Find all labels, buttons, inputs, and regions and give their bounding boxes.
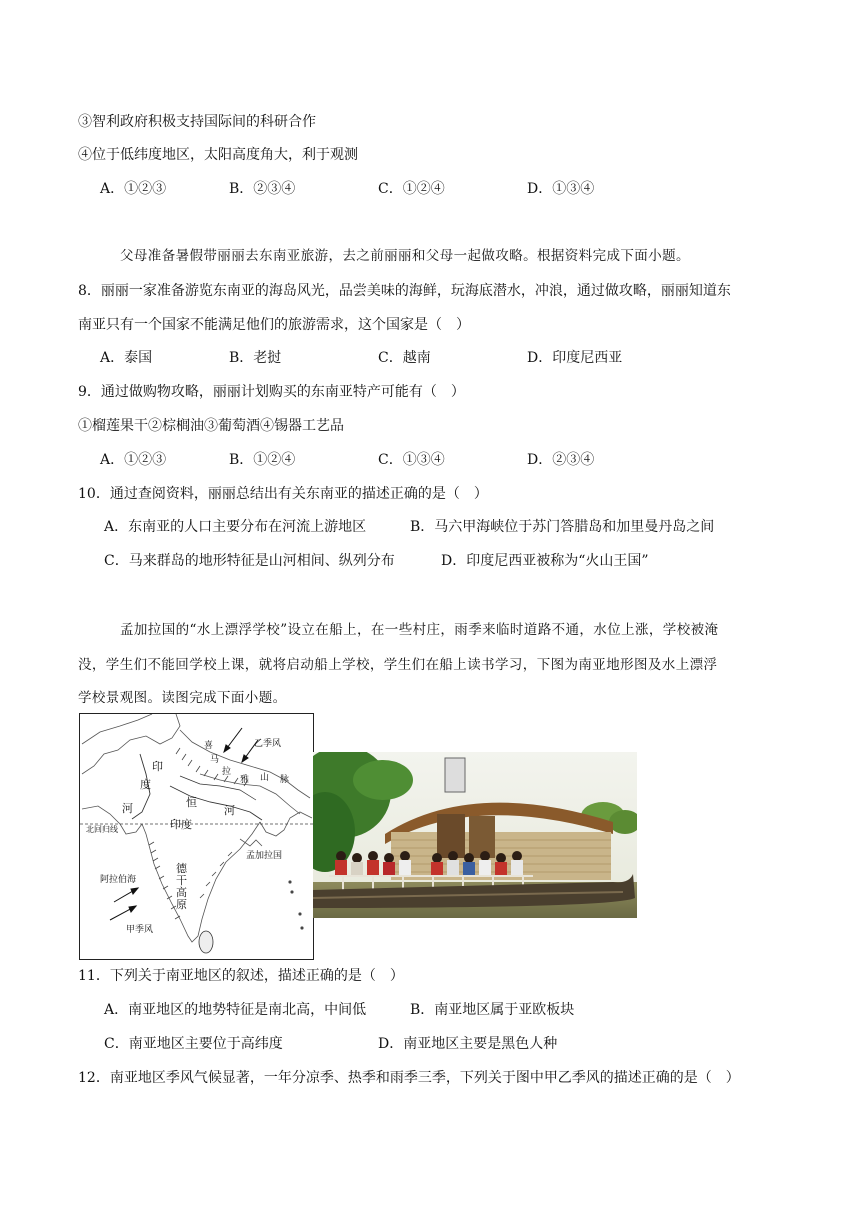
- map-label-yi-monsoon: 乙季风: [254, 739, 282, 749]
- south-asia-map-drawing: [80, 714, 313, 959]
- q11-stem: 11．下列关于南亚地区的叙述，描述正确的是（ ）: [78, 968, 404, 984]
- q7-item-3: ③智利政府积极支持国际间的科研合作: [78, 114, 316, 130]
- q10-option-a[interactable]: A．东南亚的人口主要分布在河流上游地区: [104, 519, 367, 535]
- group1-intro: 父母准备暑假带丽丽去东南亚旅游，去之前丽丽和父母一起做攻略。根据资料完成下面小题。: [120, 248, 690, 264]
- q11-option-c[interactable]: C．南亚地区主要位于高纬度: [104, 1036, 283, 1052]
- q8-stem-line1: 8．丽丽一家准备游览东南亚的海岛风光，品尝美味的海鲜，玩海底潜水，冲浪，通过做攻略，丽丽知道东: [78, 283, 731, 299]
- map-label-ma: 马: [210, 755, 220, 765]
- q8-option-a[interactable]: A．泰国: [100, 350, 153, 366]
- group2-intro-line2: 没，学生们不能回学校上课，就将启动船上学校，学生们在船上读书学习，下图为南亚地形图及水上漂浮: [78, 657, 718, 673]
- q10-option-c[interactable]: C．马来群岛的地形特征是山河相间、纵列分布: [104, 553, 395, 569]
- q9-option-a[interactable]: A．①②③: [100, 452, 167, 468]
- q10-stem: 10．通过查阅资料，丽丽总结出有关东南亚的描述正确的是（ ）: [78, 486, 488, 502]
- map-label-jia-monsoon: 甲季风: [126, 925, 154, 935]
- q8-stem-line2: 南亚只有一个国家不能满足他们的旅游需求，这个国家是（ ）: [78, 317, 470, 333]
- map-label-yuan: 原: [176, 898, 187, 911]
- map-label-heng: 恒: [186, 796, 197, 809]
- map-label-he: 河: [122, 802, 133, 815]
- map-label-yin: 印: [152, 760, 163, 773]
- q10-option-b[interactable]: B．马六甲海峡位于苏门答腊岛和加里曼丹岛之间: [410, 519, 715, 535]
- floating-school-illustration: [313, 752, 637, 918]
- map-label-shan: 山: [260, 773, 270, 783]
- q9-stem: 9．通过做购物攻略，丽丽计划购买的东南亚特产可能有（ ）: [78, 384, 465, 400]
- south-asia-map: [79, 713, 314, 960]
- q7-option-a[interactable]: A．①②③: [100, 181, 167, 197]
- map-label-gao: 高: [176, 886, 187, 899]
- map-label-de: 德: [176, 862, 187, 875]
- q7-item-4: ④位于低纬度地区，太阳高度角大，利于观测: [78, 147, 358, 163]
- q9-option-c[interactable]: C．①③④: [378, 452, 445, 468]
- q7-option-b[interactable]: B．②③④: [229, 181, 296, 197]
- q9-option-d[interactable]: D．②③④: [527, 452, 595, 468]
- q9-items: ①榴莲果干②棕榈油③葡萄酒④锡器工艺品: [78, 418, 344, 434]
- q10-option-d[interactable]: D．印度尼西亚被称为“火山王国”: [441, 553, 649, 569]
- map-label-mai: 脉: [280, 775, 290, 785]
- map-label-tropic: 北回归线: [86, 825, 118, 834]
- map-label-ya: 雅: [240, 775, 250, 785]
- q11-option-a[interactable]: A．南亚地区的地势特征是南北高，中间低: [104, 1002, 367, 1018]
- group2-intro-line3: 学校景观图。读图完成下面小题。: [78, 690, 287, 706]
- q7-option-d[interactable]: D．①③④: [527, 181, 595, 197]
- q8-option-b[interactable]: B．老挝: [229, 350, 282, 366]
- map-label-arabian-sea: 阿拉伯海: [100, 875, 137, 885]
- q12-stem: 12．南亚地区季风气候显著，一年分凉季、热季和雨季三季，下列关于图中甲乙季风的描述正确的是（ ）: [78, 1070, 740, 1086]
- map-label-du: 度: [140, 778, 151, 791]
- floating-school-photo: [313, 752, 637, 918]
- q7-option-c[interactable]: C．①②④: [378, 181, 445, 197]
- map-label-bangladesh: 孟加拉国: [246, 851, 283, 861]
- q8-option-c[interactable]: C．越南: [378, 350, 431, 366]
- map-label-india: 印度: [170, 818, 192, 831]
- map-label-he2: 河: [224, 804, 235, 817]
- q9-option-b[interactable]: B．①②④: [229, 452, 296, 468]
- map-label-xi: 喜: [204, 741, 214, 751]
- map-label-gan: 干: [176, 874, 187, 887]
- q8-option-d[interactable]: D．印度尼西亚: [527, 350, 623, 366]
- q11-option-d[interactable]: D．南亚地区主要是黑色人种: [378, 1036, 558, 1052]
- map-label-la: 拉: [222, 767, 232, 777]
- q11-option-b[interactable]: B．南亚地区属于亚欧板块: [410, 1002, 575, 1018]
- group2-intro-line1: 孟加拉国的“水上漂浮学校”设立在船上，在一些村庄，雨季来临时道路不通，水位上涨，学校被淹: [120, 622, 719, 638]
